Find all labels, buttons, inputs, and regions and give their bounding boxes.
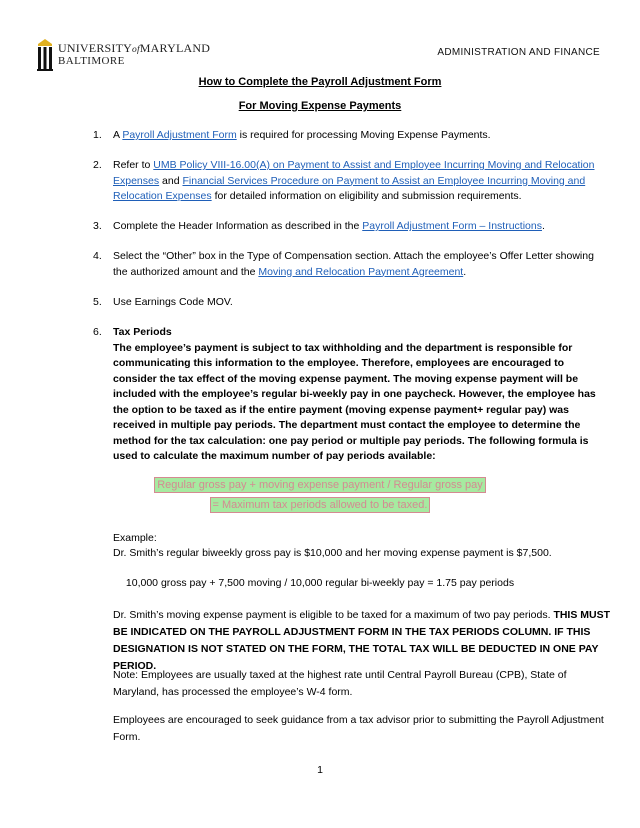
step-6 (93, 325, 603, 465)
example-label: Example: (113, 532, 157, 544)
step-text: Use Earnings Code MOV. (113, 296, 233, 308)
university-logo (36, 38, 210, 72)
step-1 (93, 128, 603, 144)
advice-paragraph: Employees are encouraged to seek guidance from a tax advisor prior to submitting the Payroll Adjustment Form. (113, 714, 604, 743)
example-calculation: 10,000 gross pay + 7,500 moving / 10,000 regular bi-weekly pay = 1.75 pay periods (125, 577, 515, 589)
page-number: 1 (317, 764, 323, 776)
step-text: . (463, 265, 467, 278)
step-4 (93, 249, 603, 280)
relocation-agreement-link[interactable]: Moving and Relocation Payment Agreement (258, 265, 464, 278)
payroll-adjustment-form-link[interactable]: Payroll Adjustment Form (122, 129, 237, 141)
step-text: Select the “Other” box in the Type of Compensation section. Attach the employee’s Offer Letter showing the authorized amount and the (113, 250, 594, 278)
step-text: Refer to (113, 159, 154, 171)
instructions-link[interactable]: Payroll Adjustment Form – Instructions (362, 220, 542, 232)
step-text: and (159, 174, 183, 187)
result-text: Dr. Smith’s moving expense payment is eligible to be taxed for a maximum of two pay periods. (113, 609, 554, 621)
step-text: A (113, 129, 123, 141)
step-text: . (541, 220, 545, 232)
step-text: for detailed information on eligibility and submission requirements. (211, 190, 522, 202)
note-paragraph: Note: Employees are usually taxed at the highest rate until Central Payroll Bureau (CPB), State of Maryland, has processed the employee’s W-4 form. (113, 669, 567, 698)
tax-periods-body: The employee’s payment is subject to tax withholding and the department is responsible for communicating this information to the employee. Therefore, employees are encouraged to consider the tax effect of the moving expense payment. The moving expense payment will be included with the employee’s regular bi-weekly pay in one paycheck. However, the employee has the option to be taxed as if the entire payment (moving expense payment+ regular pay) was received in multiple pay periods. The department must contact the employee to determine the method for the tax calculation: one pay period or multiple pay periods. The following formula is used to calculate the maximum number of pay periods available: (113, 341, 596, 462)
step-number: 5. (93, 296, 102, 308)
step-text: Complete the Header Information as described in the (113, 220, 363, 232)
tax-periods-heading: Tax Periods (113, 326, 172, 338)
logo-university: UNIVERSITY (58, 41, 132, 55)
logo-of: of (132, 45, 140, 55)
step-text: is required for processing Moving Expense Payments. (236, 129, 491, 141)
page-subtitle: For Moving Expense Payments (238, 100, 402, 112)
step-2 (93, 158, 603, 205)
example-result (113, 607, 613, 675)
step-number: 3. (93, 220, 102, 232)
logo-maryland: MARYLAND (139, 41, 211, 55)
formula-line-1 (0, 479, 640, 491)
formula-line-2 (0, 499, 640, 511)
result-warning: THIS MUST BE INDICATED ON THE PAYROLL ADJUSTMENT FORM IN THE TAX PERIODS COLUMN. IF THIS DESIGNATION IS NOT STATED ON THE FORM, THE TOTAL TAX WILL BE DEDUCTED IN ONE PAY PERIOD. (113, 609, 611, 672)
step-number: 4. (93, 250, 102, 262)
logo-baltimore: BALTIMORE (58, 55, 125, 67)
department-header: ADMINISTRATION AND FINANCE (437, 47, 600, 58)
step-number: 2. (93, 159, 102, 171)
page-title: How to Complete the Payroll Adjustment Form (198, 76, 442, 88)
formula-text: = Maximum tax periods allowed to be taxed. (210, 497, 431, 513)
example-line: Dr. Smith’s regular biweekly gross pay is $10,000 and her moving expense payment is $7,500. (113, 547, 552, 559)
financial-services-procedure-link[interactable]: Financial Services Procedure on Payment to Assist an Employee Incurring Moving and Relocation Expenses (113, 174, 586, 202)
formula-text: Regular gross pay + moving expense payment / Regular gross pay (154, 477, 486, 493)
step-number: 1. (93, 129, 102, 141)
umb-policy-link[interactable]: UMB Policy VIII-16.00(A) on Payment to Assist and Employee Incurring Moving and Relocation Expenses (113, 159, 595, 187)
step-number: 6. (93, 326, 102, 338)
step-3 (93, 219, 603, 235)
step-5 (93, 295, 603, 311)
umb-shield-icon (36, 38, 54, 72)
